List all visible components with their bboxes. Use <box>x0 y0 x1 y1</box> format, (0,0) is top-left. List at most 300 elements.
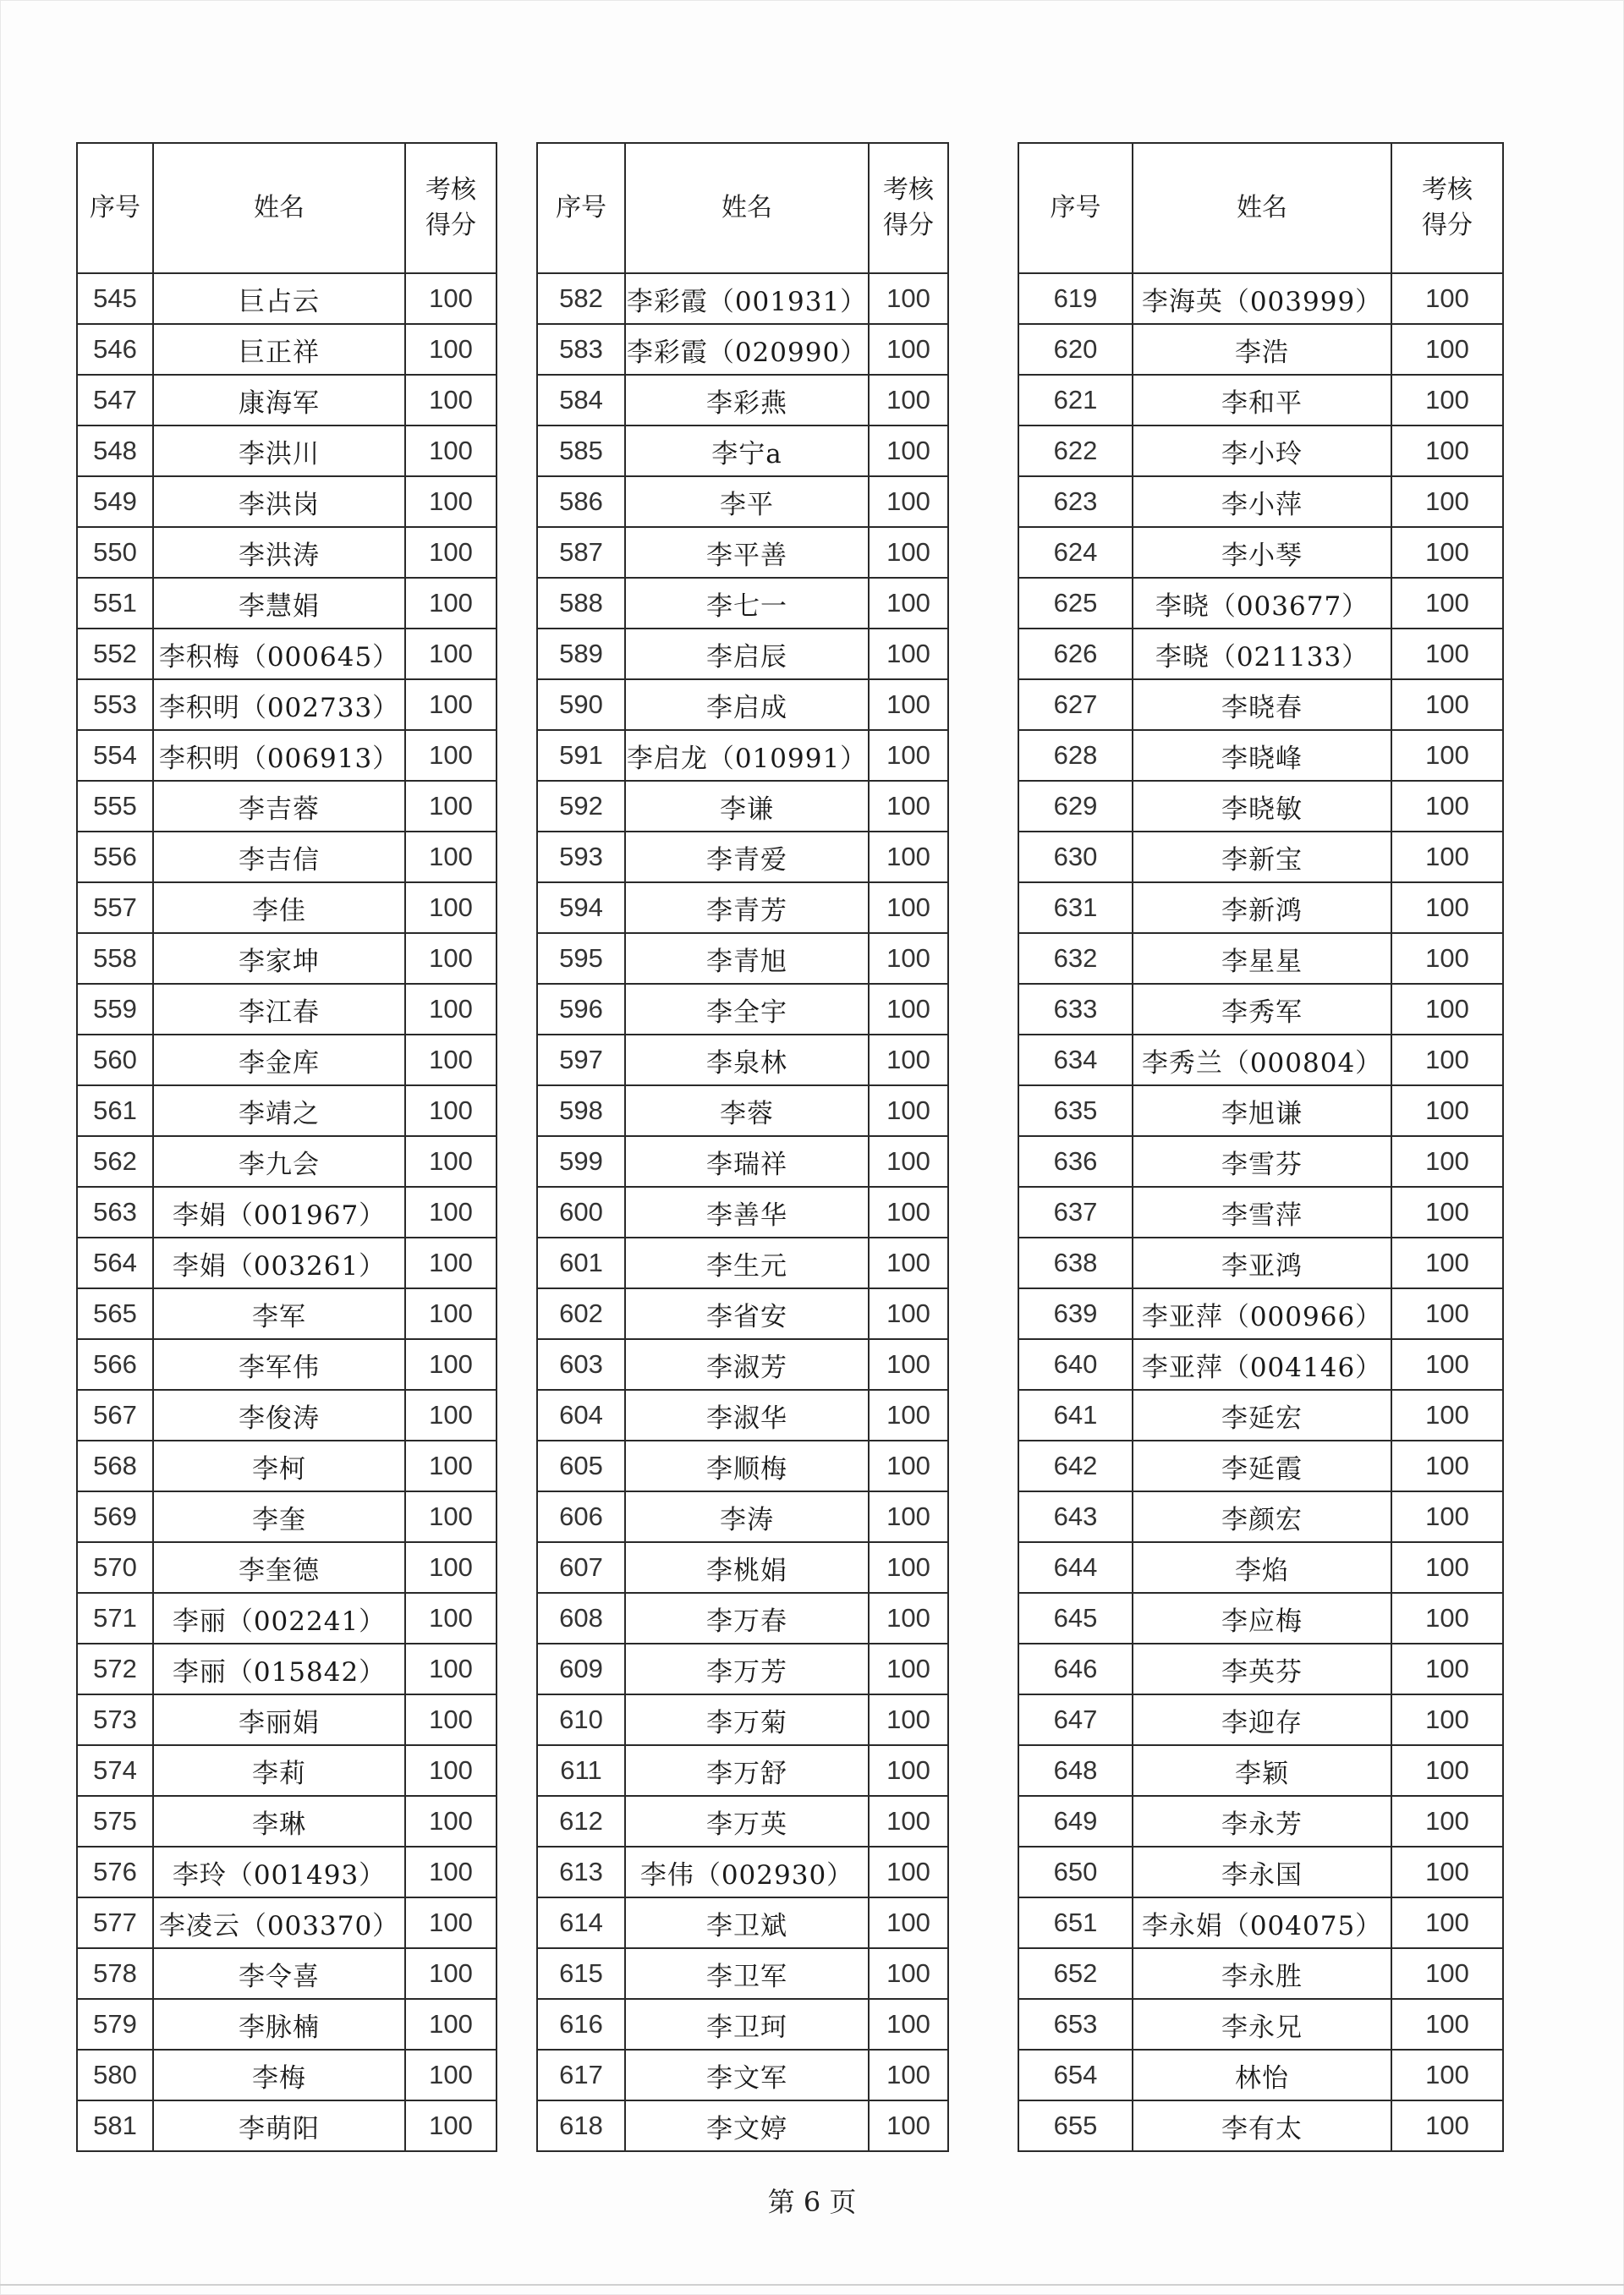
row-seq: 631 <box>1018 882 1133 933</box>
row-score: 100 <box>1391 1948 1503 1999</box>
row-score: 100 <box>869 273 948 324</box>
row-seq: 609 <box>537 1644 625 1694</box>
row-score: 100 <box>405 273 497 324</box>
row-name: 李文婷 <box>625 2100 869 2151</box>
row-name: 李梅 <box>153 2050 405 2100</box>
row-score: 100 <box>869 578 948 629</box>
row-score: 100 <box>1391 2100 1503 2151</box>
row-seq: 634 <box>1018 1035 1133 1085</box>
table-row <box>537 324 948 375</box>
table-row <box>1018 1897 1503 1948</box>
table-row <box>537 1745 948 1796</box>
row-seq: 648 <box>1018 1745 1133 1796</box>
row-score: 100 <box>405 1238 497 1288</box>
header-score-line2: 得分 <box>883 211 934 240</box>
row-score: 100 <box>869 1644 948 1694</box>
row-name: 李延霞 <box>1133 1441 1391 1491</box>
row-seq: 624 <box>1018 527 1133 578</box>
table-row <box>537 1238 948 1288</box>
table-row <box>77 933 497 984</box>
row-seq: 595 <box>537 933 625 984</box>
row-seq: 650 <box>1018 1847 1133 1897</box>
table-row <box>537 832 948 882</box>
header-score <box>869 143 948 273</box>
table-row <box>1018 1847 1503 1897</box>
row-name: 李延宏 <box>1133 1390 1391 1441</box>
row-score: 100 <box>1391 629 1503 679</box>
row-score: 100 <box>405 2100 497 2151</box>
row-seq: 639 <box>1018 1288 1133 1339</box>
row-name: 李蓉 <box>625 1085 869 1136</box>
row-score: 100 <box>1391 730 1503 781</box>
row-seq: 591 <box>537 730 625 781</box>
row-score: 100 <box>1391 1644 1503 1694</box>
row-name: 李丽（015842） <box>153 1644 405 1694</box>
table-row <box>537 476 948 527</box>
row-score: 100 <box>405 1644 497 1694</box>
row-name: 李积梅（000645） <box>153 629 405 679</box>
table-row <box>77 1796 497 1847</box>
table-row <box>1018 1796 1503 1847</box>
table-row <box>1018 882 1503 933</box>
row-name: 李丽（002241） <box>153 1593 405 1644</box>
row-seq: 594 <box>537 882 625 933</box>
roster-table-1 <box>76 142 497 2152</box>
row-name: 李娟（001967） <box>153 1187 405 1238</box>
table-row <box>77 476 497 527</box>
table-row <box>537 1694 948 1745</box>
row-score: 100 <box>405 984 497 1035</box>
row-name: 李晓敏 <box>1133 781 1391 832</box>
table-row <box>1018 1999 1503 2050</box>
row-name: 李淑华 <box>625 1390 869 1441</box>
header-score-line1: 考核 <box>425 175 476 205</box>
row-score: 100 <box>869 1238 948 1288</box>
row-score: 100 <box>869 1847 948 1897</box>
row-seq: 587 <box>537 527 625 578</box>
table-row <box>77 1542 497 1593</box>
row-score: 100 <box>405 933 497 984</box>
header-name: 姓名 <box>625 143 869 273</box>
table-row <box>77 629 497 679</box>
row-name: 康海军 <box>153 375 405 426</box>
row-seq: 596 <box>537 984 625 1035</box>
row-score: 100 <box>869 1897 948 1948</box>
row-seq: 605 <box>537 1441 625 1491</box>
row-name: 林怡 <box>1133 2050 1391 2100</box>
table-row <box>1018 781 1503 832</box>
row-name: 李谦 <box>625 781 869 832</box>
table-row <box>1018 1491 1503 1542</box>
row-name: 李星星 <box>1133 933 1391 984</box>
row-seq: 640 <box>1018 1339 1133 1390</box>
row-score: 100 <box>405 781 497 832</box>
row-name: 李积明（006913） <box>153 730 405 781</box>
row-name: 李有太 <box>1133 2100 1391 2151</box>
row-score: 100 <box>869 476 948 527</box>
row-seq: 610 <box>537 1694 625 1745</box>
row-seq: 593 <box>537 832 625 882</box>
row-name: 李启成 <box>625 679 869 730</box>
row-name: 李金库 <box>153 1035 405 1085</box>
row-name: 李淑芳 <box>625 1339 869 1390</box>
table-row <box>537 882 948 933</box>
table-row <box>77 527 497 578</box>
row-name: 李亚萍（004146） <box>1133 1339 1391 1390</box>
table-row <box>77 1491 497 1542</box>
row-score: 100 <box>869 2050 948 2100</box>
row-score: 100 <box>869 1999 948 2050</box>
row-seq: 655 <box>1018 2100 1133 2151</box>
row-score: 100 <box>405 832 497 882</box>
row-name: 李洪涛 <box>153 527 405 578</box>
table-row <box>1018 1136 1503 1187</box>
row-name: 李晓（021133） <box>1133 629 1391 679</box>
row-seq: 642 <box>1018 1441 1133 1491</box>
row-seq: 557 <box>77 882 153 933</box>
row-score: 100 <box>869 882 948 933</box>
row-seq: 592 <box>537 781 625 832</box>
table-row <box>77 832 497 882</box>
table-row <box>1018 1035 1503 1085</box>
row-score: 100 <box>405 1187 497 1238</box>
row-score: 100 <box>1391 1441 1503 1491</box>
row-name: 李启龙（010991） <box>625 730 869 781</box>
row-seq: 575 <box>77 1796 153 1847</box>
row-seq: 633 <box>1018 984 1133 1035</box>
row-seq: 563 <box>77 1187 153 1238</box>
table-row <box>537 527 948 578</box>
table-row <box>537 1085 948 1136</box>
table-row <box>537 1644 948 1694</box>
table-row <box>537 1847 948 1897</box>
row-name: 李琳 <box>153 1796 405 1847</box>
table-row <box>1018 679 1503 730</box>
table-row <box>537 1441 948 1491</box>
table-row <box>77 1847 497 1897</box>
table-row <box>77 1085 497 1136</box>
row-name: 李宁a <box>625 426 869 476</box>
row-score: 100 <box>1391 1136 1503 1187</box>
table-row <box>1018 578 1503 629</box>
row-name: 李泉林 <box>625 1035 869 1085</box>
table-row <box>537 1288 948 1339</box>
row-seq: 561 <box>77 1085 153 1136</box>
row-seq: 585 <box>537 426 625 476</box>
row-seq: 550 <box>77 527 153 578</box>
table-row <box>1018 1644 1503 1694</box>
row-name: 李凌云（003370） <box>153 1897 405 1948</box>
row-score: 100 <box>405 375 497 426</box>
row-name: 李晓（003677） <box>1133 578 1391 629</box>
row-name: 李彩霞（020990） <box>625 324 869 375</box>
row-name: 李萌阳 <box>153 2100 405 2151</box>
row-seq: 645 <box>1018 1593 1133 1644</box>
row-score: 100 <box>405 1948 497 1999</box>
row-score: 100 <box>405 1542 497 1593</box>
row-score: 100 <box>405 1035 497 1085</box>
table-row <box>537 1897 948 1948</box>
row-score: 100 <box>869 1085 948 1136</box>
row-name: 李积明（002733） <box>153 679 405 730</box>
row-name: 李英芬 <box>1133 1644 1391 1694</box>
row-score: 100 <box>405 730 497 781</box>
row-score: 100 <box>405 1847 497 1897</box>
row-seq: 649 <box>1018 1796 1133 1847</box>
row-score: 100 <box>869 1390 948 1441</box>
row-seq: 627 <box>1018 679 1133 730</box>
table-row <box>77 730 497 781</box>
header-score-line2: 得分 <box>1422 211 1473 240</box>
header-score-line1: 考核 <box>883 175 934 205</box>
table-row <box>77 882 497 933</box>
row-score: 100 <box>1391 933 1503 984</box>
row-seq: 568 <box>77 1441 153 1491</box>
table-row <box>77 1745 497 1796</box>
row-score: 100 <box>405 1593 497 1644</box>
row-seq: 641 <box>1018 1390 1133 1441</box>
row-name: 李卫军 <box>625 1948 869 1999</box>
row-score: 100 <box>405 1085 497 1136</box>
table-row <box>1018 1085 1503 1136</box>
table-row <box>1018 324 1503 375</box>
row-score: 100 <box>1391 527 1503 578</box>
row-seq: 653 <box>1018 1999 1133 2050</box>
row-name: 李颖 <box>1133 1745 1391 1796</box>
table-row <box>77 1238 497 1288</box>
table-row <box>537 375 948 426</box>
row-name: 李秀军 <box>1133 984 1391 1035</box>
row-seq: 581 <box>77 2100 153 2151</box>
row-name: 李九会 <box>153 1136 405 1187</box>
table-row <box>1018 933 1503 984</box>
row-seq: 566 <box>77 1339 153 1390</box>
header-seq: 序号 <box>77 143 153 273</box>
row-name: 李亚鸿 <box>1133 1238 1391 1288</box>
header-row <box>537 143 948 273</box>
row-score: 100 <box>1391 1897 1503 1948</box>
row-seq: 582 <box>537 273 625 324</box>
row-score: 100 <box>1391 578 1503 629</box>
table-row <box>77 1390 497 1441</box>
row-score: 100 <box>869 933 948 984</box>
row-name: 李和平 <box>1133 375 1391 426</box>
table-row <box>1018 2050 1503 2100</box>
row-name: 李青旭 <box>625 933 869 984</box>
row-seq: 612 <box>537 1796 625 1847</box>
table-row <box>537 273 948 324</box>
table-row <box>537 1390 948 1441</box>
row-seq: 623 <box>1018 476 1133 527</box>
row-name: 李平 <box>625 476 869 527</box>
row-score: 100 <box>405 527 497 578</box>
row-seq: 553 <box>77 679 153 730</box>
row-seq: 564 <box>77 1238 153 1288</box>
table-row <box>77 1441 497 1491</box>
row-score: 100 <box>405 476 497 527</box>
table-row <box>77 375 497 426</box>
row-name: 李顺梅 <box>625 1441 869 1491</box>
row-score: 100 <box>405 1339 497 1390</box>
row-seq: 569 <box>77 1491 153 1542</box>
row-score: 100 <box>869 832 948 882</box>
table-row <box>1018 1694 1503 1745</box>
row-score: 100 <box>869 1136 948 1187</box>
row-seq: 608 <box>537 1593 625 1644</box>
table-row <box>1018 476 1503 527</box>
row-score: 100 <box>1391 273 1503 324</box>
row-seq: 622 <box>1018 426 1133 476</box>
row-seq: 626 <box>1018 629 1133 679</box>
row-score: 100 <box>1391 1593 1503 1644</box>
row-seq: 652 <box>1018 1948 1133 1999</box>
row-name: 李秀兰（000804） <box>1133 1035 1391 1085</box>
table-row <box>537 1187 948 1238</box>
row-score: 100 <box>405 1441 497 1491</box>
table-row <box>1018 1238 1503 1288</box>
row-score: 100 <box>869 1542 948 1593</box>
row-score: 100 <box>869 527 948 578</box>
row-score: 100 <box>869 730 948 781</box>
row-name: 李伟（002930） <box>625 1847 869 1897</box>
row-score: 100 <box>405 882 497 933</box>
row-score: 100 <box>1391 1339 1503 1390</box>
row-seq: 601 <box>537 1238 625 1288</box>
row-name: 李彩霞（001931） <box>625 273 869 324</box>
row-name: 巨占云 <box>153 273 405 324</box>
table-row <box>77 1999 497 2050</box>
row-score: 100 <box>869 1694 948 1745</box>
row-score: 100 <box>869 984 948 1035</box>
row-name: 李娟（003261） <box>153 1238 405 1288</box>
row-seq: 636 <box>1018 1136 1133 1187</box>
row-name: 李启辰 <box>625 629 869 679</box>
row-name: 李靖之 <box>153 1085 405 1136</box>
roster-body-3 <box>1018 273 1503 2151</box>
table-row <box>537 1491 948 1542</box>
row-score: 100 <box>869 1187 948 1238</box>
row-seq: 545 <box>77 273 153 324</box>
row-score: 100 <box>1391 1999 1503 2050</box>
row-score: 100 <box>405 1694 497 1745</box>
row-name: 李海英（003999） <box>1133 273 1391 324</box>
row-score: 100 <box>869 1593 948 1644</box>
row-score: 100 <box>1391 1491 1503 1542</box>
table-row <box>1018 273 1503 324</box>
row-seq: 599 <box>537 1136 625 1187</box>
table-row <box>537 1339 948 1390</box>
roster-table-3 <box>1018 142 1504 2152</box>
row-score: 100 <box>1391 1288 1503 1339</box>
table-row <box>537 984 948 1035</box>
row-score: 100 <box>405 324 497 375</box>
row-seq: 644 <box>1018 1542 1133 1593</box>
row-score: 100 <box>1391 2050 1503 2100</box>
row-score: 100 <box>1391 426 1503 476</box>
table-row <box>537 1035 948 1085</box>
row-name: 李桃娟 <box>625 1542 869 1593</box>
row-score: 100 <box>869 1288 948 1339</box>
table-row <box>77 2050 497 2100</box>
row-name: 李七一 <box>625 578 869 629</box>
row-seq: 551 <box>77 578 153 629</box>
row-score: 100 <box>405 1897 497 1948</box>
row-score: 100 <box>405 2050 497 2100</box>
row-name: 李丽娟 <box>153 1694 405 1745</box>
row-name: 李吉蓉 <box>153 781 405 832</box>
row-seq: 643 <box>1018 1491 1133 1542</box>
table-row <box>537 933 948 984</box>
row-seq: 635 <box>1018 1085 1133 1136</box>
row-score: 100 <box>405 1796 497 1847</box>
row-seq: 572 <box>77 1644 153 1694</box>
row-name: 李万英 <box>625 1796 869 1847</box>
row-name: 李卫珂 <box>625 1999 869 2050</box>
row-seq: 611 <box>537 1745 625 1796</box>
row-score: 100 <box>1391 324 1503 375</box>
row-name: 李生元 <box>625 1238 869 1288</box>
row-seq: 603 <box>537 1339 625 1390</box>
row-name: 李慧娟 <box>153 578 405 629</box>
table-row <box>1018 984 1503 1035</box>
row-name: 巨正祥 <box>153 324 405 375</box>
row-score: 100 <box>1391 1847 1503 1897</box>
row-seq: 617 <box>537 2050 625 2100</box>
row-name: 李应梅 <box>1133 1593 1391 1644</box>
row-seq: 552 <box>77 629 153 679</box>
row-name: 李瑞祥 <box>625 1136 869 1187</box>
row-name: 李脉楠 <box>153 1999 405 2050</box>
row-seq: 578 <box>77 1948 153 1999</box>
roster-body-1 <box>77 273 497 2151</box>
row-seq: 630 <box>1018 832 1133 882</box>
table-row <box>1018 730 1503 781</box>
scan-edge-divider <box>0 2284 1624 2286</box>
row-name: 李永娟（004075） <box>1133 1897 1391 1948</box>
table-row <box>537 679 948 730</box>
table-row <box>537 426 948 476</box>
row-seq: 570 <box>77 1542 153 1593</box>
row-name: 李小萍 <box>1133 476 1391 527</box>
row-name: 李莉 <box>153 1745 405 1796</box>
row-name: 李江春 <box>153 984 405 1035</box>
row-name: 李涛 <box>625 1491 869 1542</box>
row-score: 100 <box>405 679 497 730</box>
table-row <box>1018 2100 1503 2151</box>
row-name: 李永芳 <box>1133 1796 1391 1847</box>
table-row <box>77 1136 497 1187</box>
row-seq: 654 <box>1018 2050 1133 2100</box>
row-score: 100 <box>1391 984 1503 1035</box>
row-score: 100 <box>1391 476 1503 527</box>
table-row <box>1018 1187 1503 1238</box>
row-name: 李万菊 <box>625 1694 869 1745</box>
row-seq: 625 <box>1018 578 1133 629</box>
row-score: 100 <box>1391 1745 1503 1796</box>
row-seq: 574 <box>77 1745 153 1796</box>
table-row <box>77 578 497 629</box>
row-seq: 558 <box>77 933 153 984</box>
row-seq: 615 <box>537 1948 625 1999</box>
row-seq: 590 <box>537 679 625 730</box>
table-row <box>77 1187 497 1238</box>
table-row <box>537 1948 948 1999</box>
row-name: 李洪川 <box>153 426 405 476</box>
table-row <box>77 1644 497 1694</box>
row-score: 100 <box>1391 1796 1503 1847</box>
table-row <box>537 1593 948 1644</box>
row-seq: 604 <box>537 1390 625 1441</box>
